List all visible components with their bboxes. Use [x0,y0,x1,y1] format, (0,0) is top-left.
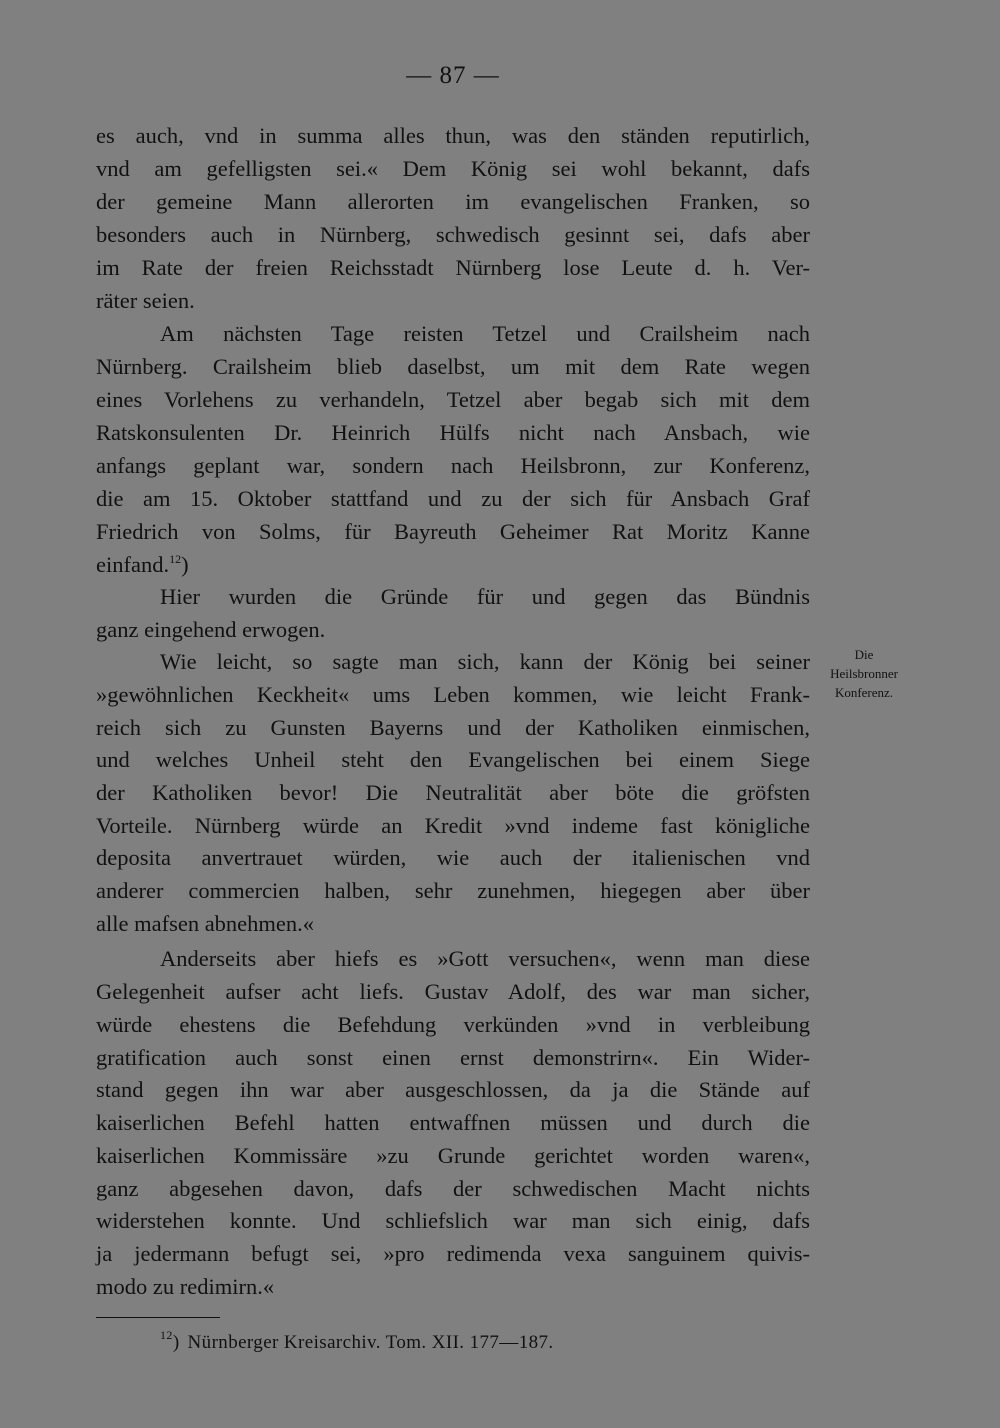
marginal-note-line: Heilsbronner [830,666,898,681]
text-line: und welches Unheil steht den Evangelischen bei einem Siege [96,747,810,772]
text-line: eines Vorlehens zu verhandeln, Tetzel aber begab sich mit dem [96,387,810,412]
text-line: würde ehestens die Befehdung verkünden »vnd in verbleibung [96,1012,810,1037]
text-line: vnd am gefelligsten sei.« Dem König sei wohl bekannt, dafs [96,156,810,181]
text-line: Gelegenheit aufser acht liefs. Gustav Adolf, des war man sicher, [96,979,810,1004]
text-line: anfangs geplant war, sondern nach Heilsbronn, zur Konferenz, [96,453,810,478]
page-number: — 87 — [406,62,500,89]
text-line: ganz eingehend erwogen. [96,617,326,642]
marginal-note [812,645,916,702]
text-fragment: einfand. [96,552,170,577]
text-line: Ratskonsulenten Dr. Heinrich Hülfs nicht nach Ansbach, wie [96,420,810,445]
text-line: stand gegen ihn war aber ausgeschlossen, da ja die Stände auf [96,1077,810,1102]
text-line: es auch, vnd in summa alles thun, was den ständen reputirlich, [96,123,810,148]
text-line: Friedrich von Solms, für Bayreuth Geheimer Rat Moritz Kanne [96,519,810,544]
text-line: Wie leicht, so sagte man sich, kann der König bei seiner [160,649,810,674]
text-line: gratification auch sonst einen ernst demonstrirn«. Ein Wider- [96,1045,810,1070]
footnote-number-paren: ) [172,1332,180,1353]
text-line: ja jedermann befugt sei, »pro redimenda vexa sanguinem quivis- [96,1241,810,1266]
marginal-note-line: Konferenz. [834,685,894,700]
text-line [96,550,810,580]
text-line: »gewöhnlichen Keckheit« ums Leben kommen, wie leicht Frank- [96,682,810,707]
footnote-reference[interactable]: 12 [169,552,182,566]
text-line: besonders auch in Nürnberg, schwedisch gesinnt sei, dafs aber [96,222,810,247]
text-line: im Rate der freien Reichsstadt Nürnberg lose Leute d. h. Ver- [96,255,810,280]
text-line: ganz abgesehen davon, dafs der schwedischen Macht nichts [96,1176,810,1201]
text-line: Vorteile. Nürnberg würde an Kredit »vnd indeme fast königliche [96,813,810,838]
footnote-separator [96,1317,220,1318]
text-line: Am nächsten Tage reisten Tetzel und Crailsheim nach [160,321,810,346]
text-line: kaiserlichen Befehl hatten entwaffnen müssen und durch die [96,1110,810,1135]
footnote-number: 12 [160,1328,173,1342]
marginal-note-line: Die [854,647,874,662]
text-line: modo zu redimirn.« [96,1274,275,1299]
footnote-text: Nürnberger Kreisarchiv. Tom. XII. 177—187. [187,1332,554,1353]
text-line: Nürnberg. Crailsheim blieb daselbst, um mit dem Rate wegen [96,354,810,379]
text-line: kaiserlichen Kommissäre »zu Grunde gerichtet worden waren«, [96,1143,810,1168]
text-line: der Katholiken bevor! Die Neutralität aber böte die gröfsten [96,780,810,805]
text-line: räter seien. [96,288,195,313]
text-line: alle mafsen abnehmen.« [96,911,315,936]
text-line: widerstehen konnte. Und schliefslich war man sich einig, dafs [96,1208,810,1233]
text-line: die am 15. Oktober stattfand und zu der sich für Ansbach Graf [96,486,810,511]
text-line: Hier wurden die Gründe für und gegen das Bündnis [160,584,810,609]
text-line: Anderseits aber hiefs es »Gott versuchen«, wenn man diese [160,946,810,971]
text-line: deposita anvertrauet würden, wie auch der italienischen vnd [96,845,810,870]
text-line: der gemeine Mann allerorten im evangelischen Franken, so [96,189,810,214]
footnote [160,1330,554,1356]
text-line: reich sich zu Gunsten Bayerns und der Katholiken einmischen, [96,715,810,740]
footnote-reference-paren: ) [181,552,189,577]
text-line: anderer commercien halben, sehr zunehmen, hiegegen aber über [96,878,810,903]
